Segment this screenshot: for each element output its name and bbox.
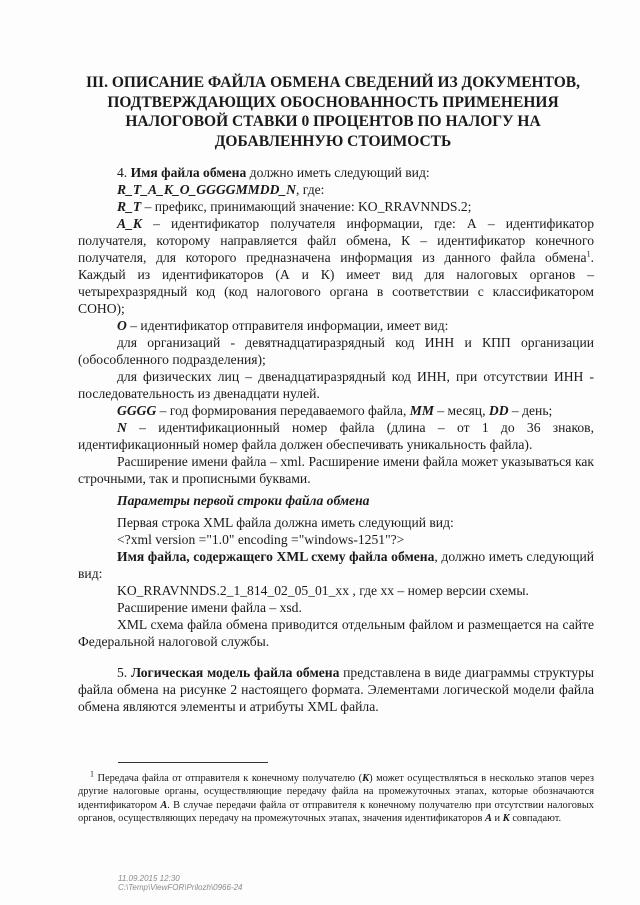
- footnote: [78, 769, 594, 826]
- term-ak: A_K: [117, 216, 142, 231]
- title-line: НАЛОГОВОЙ СТАВКИ 0 ПРОЦЕНТОВ ПО НАЛОГУ НА: [125, 113, 541, 130]
- paragraph-text: – день;: [508, 403, 553, 418]
- term-gggg: GGGG: [117, 403, 157, 418]
- footnote-part: и: [491, 813, 503, 825]
- paragraph-ak: [78, 215, 594, 317]
- footnote-ref: 1: [586, 249, 591, 259]
- footnote-part: совпадают.: [509, 813, 562, 825]
- title-line: III. ОПИСАНИЕ ФАЙЛА ОБМЕНА СВЕДЕНИЙ ИЗ ДОКУМЕНТОВ,: [85, 74, 581, 91]
- document-body: [78, 164, 594, 715]
- term-n: N: [117, 420, 127, 435]
- term-file-name: Имя файла обмена: [130, 165, 247, 180]
- footnote-divider: [118, 762, 268, 763]
- paragraph-text: представлена в виде диаграммы структуры файла обмена на рисунке 2 настоящего формата. Элементами логической модели файла обмена являются элементы и атрибуты XML файла.: [78, 665, 595, 714]
- paragraph-schema: [78, 548, 594, 582]
- print-stamp: [118, 874, 243, 892]
- term-o: O: [117, 318, 127, 333]
- stamp-line: C:\Temp\ViewFOR\Prilozh\0966-24: [118, 883, 243, 892]
- paragraph-text: должно иметь следующий вид:: [246, 165, 430, 180]
- footnote-id-a: А: [160, 799, 168, 811]
- paragraph-rt: [78, 198, 594, 215]
- footnote-part: . В случае передачи файла от отправителя к конечному получателю при отсутствии налоговых органов, осуществляющих передачу на промежуточных этапах, значения идентификаторов: [78, 799, 594, 825]
- paragraph-number: 4.: [117, 165, 131, 180]
- footnote-text: [78, 769, 594, 826]
- paragraph-phys: для физических лиц – двенадцатиразрядный код ИНН, при отсутствии ИНН - последовательность из двенадцати нулей.: [78, 369, 594, 401]
- paragraph-text: – год формирования передаваемого файла,: [156, 403, 410, 418]
- schema-file-name: KO_RRAVNNDS.2_1_814_02_05_01_xx , где хх – номер версии схемы.: [117, 583, 529, 598]
- term-mm: MM: [409, 403, 434, 418]
- pattern-after: , где:: [296, 182, 325, 197]
- paragraph-o: [78, 317, 594, 334]
- paragraph-5: [78, 664, 594, 715]
- title-line: ДОБАВЛЕННУЮ СТОИМОСТЬ: [214, 132, 452, 150]
- footnote-id-a: А: [484, 813, 492, 825]
- footnote-part: ) может осуществляться в несколько этапов через другие налоговые органы, осуществляющие передачу файла на промежуточных этапах, которые обозначаются идентификатором: [78, 773, 594, 811]
- paragraph-extension: Расширение имени файла – xml. Расширение имени файла может указываться как строчными, так и прописными буквами.: [78, 454, 594, 486]
- footnote-mark: 1: [90, 769, 94, 779]
- term-dd: DD: [488, 403, 509, 418]
- xml-declaration: <?xml version ="1.0" encoding ="windows-1251"?>: [117, 532, 405, 547]
- paragraph-first-line: Первая строка XML файла должна иметь следующий вид:: [117, 515, 454, 530]
- section-title: [78, 73, 588, 151]
- paragraph-text: , должно иметь следующий вид:: [78, 549, 594, 581]
- params-heading-text: Параметры первой строки файла обмена: [117, 493, 370, 508]
- paragraph-gggg: [78, 402, 594, 419]
- footnote-part: Передача файла от отправителя к конечному получателю (: [94, 773, 363, 784]
- stamp-line: 11.09.2015 12:30: [118, 874, 180, 883]
- title-line: ПОДТВЕРЖДАЮЩИХ ОБОСНОВАННОСТЬ ПРИМЕНЕНИЯ: [107, 93, 559, 111]
- footnote-id-k: К: [502, 813, 510, 825]
- paragraph-number: 5.: [117, 665, 131, 680]
- term-rt: R_T: [117, 199, 142, 214]
- paragraph-org: для организаций - девятнадцатиразрядный код ИНН и КПП организации (обособленного подразделения);: [78, 335, 594, 367]
- paragraph-text: – идентификационный номер файла (длина – от 1 до 36 знаков, идентификационный номер файла должен обеспечивать уникальность файла).: [78, 420, 594, 452]
- paragraph-text: – идентификатор получателя информации, где: А – идентификатор получателя, которому направляется файл обмена, К – идентификатор конечного получателя, для которого предназначена информация из данного файла обмена: [78, 216, 594, 265]
- paragraph-n: [78, 419, 594, 453]
- paragraph-text: – префикс, принимающий значение: KO_RRAVNNDS.2;: [141, 199, 472, 214]
- params-heading: [78, 492, 594, 509]
- pattern-value: R_T_A_K_O_GGGGMMDD_N: [117, 182, 296, 197]
- footnote-id-k: К: [362, 773, 370, 784]
- paragraph-4: [78, 164, 594, 181]
- paragraph-schema-site: XML схема файла обмена приводится отдельным файлом и размещается на сайте Федеральной налоговой службы.: [78, 617, 594, 649]
- paragraph-text: – месяц,: [433, 403, 489, 418]
- term-schema: Имя файла, содержащего XML схему файла обмена: [117, 549, 435, 564]
- paragraph-text: – идентификатор отправителя информации, имеет вид:: [126, 318, 449, 333]
- term-logical-model: Логическая модель файла обмена: [130, 665, 340, 680]
- paragraph-text: . Каждый из идентификаторов (А и К) имеет вид для налоговых органов – четырехразрядный код (код налогового органа в соответствии с классификатором СОНО);: [78, 250, 594, 316]
- file-name-pattern: [78, 181, 594, 198]
- paragraph-xsd: Расширение имени файла – xsd.: [117, 600, 302, 615]
